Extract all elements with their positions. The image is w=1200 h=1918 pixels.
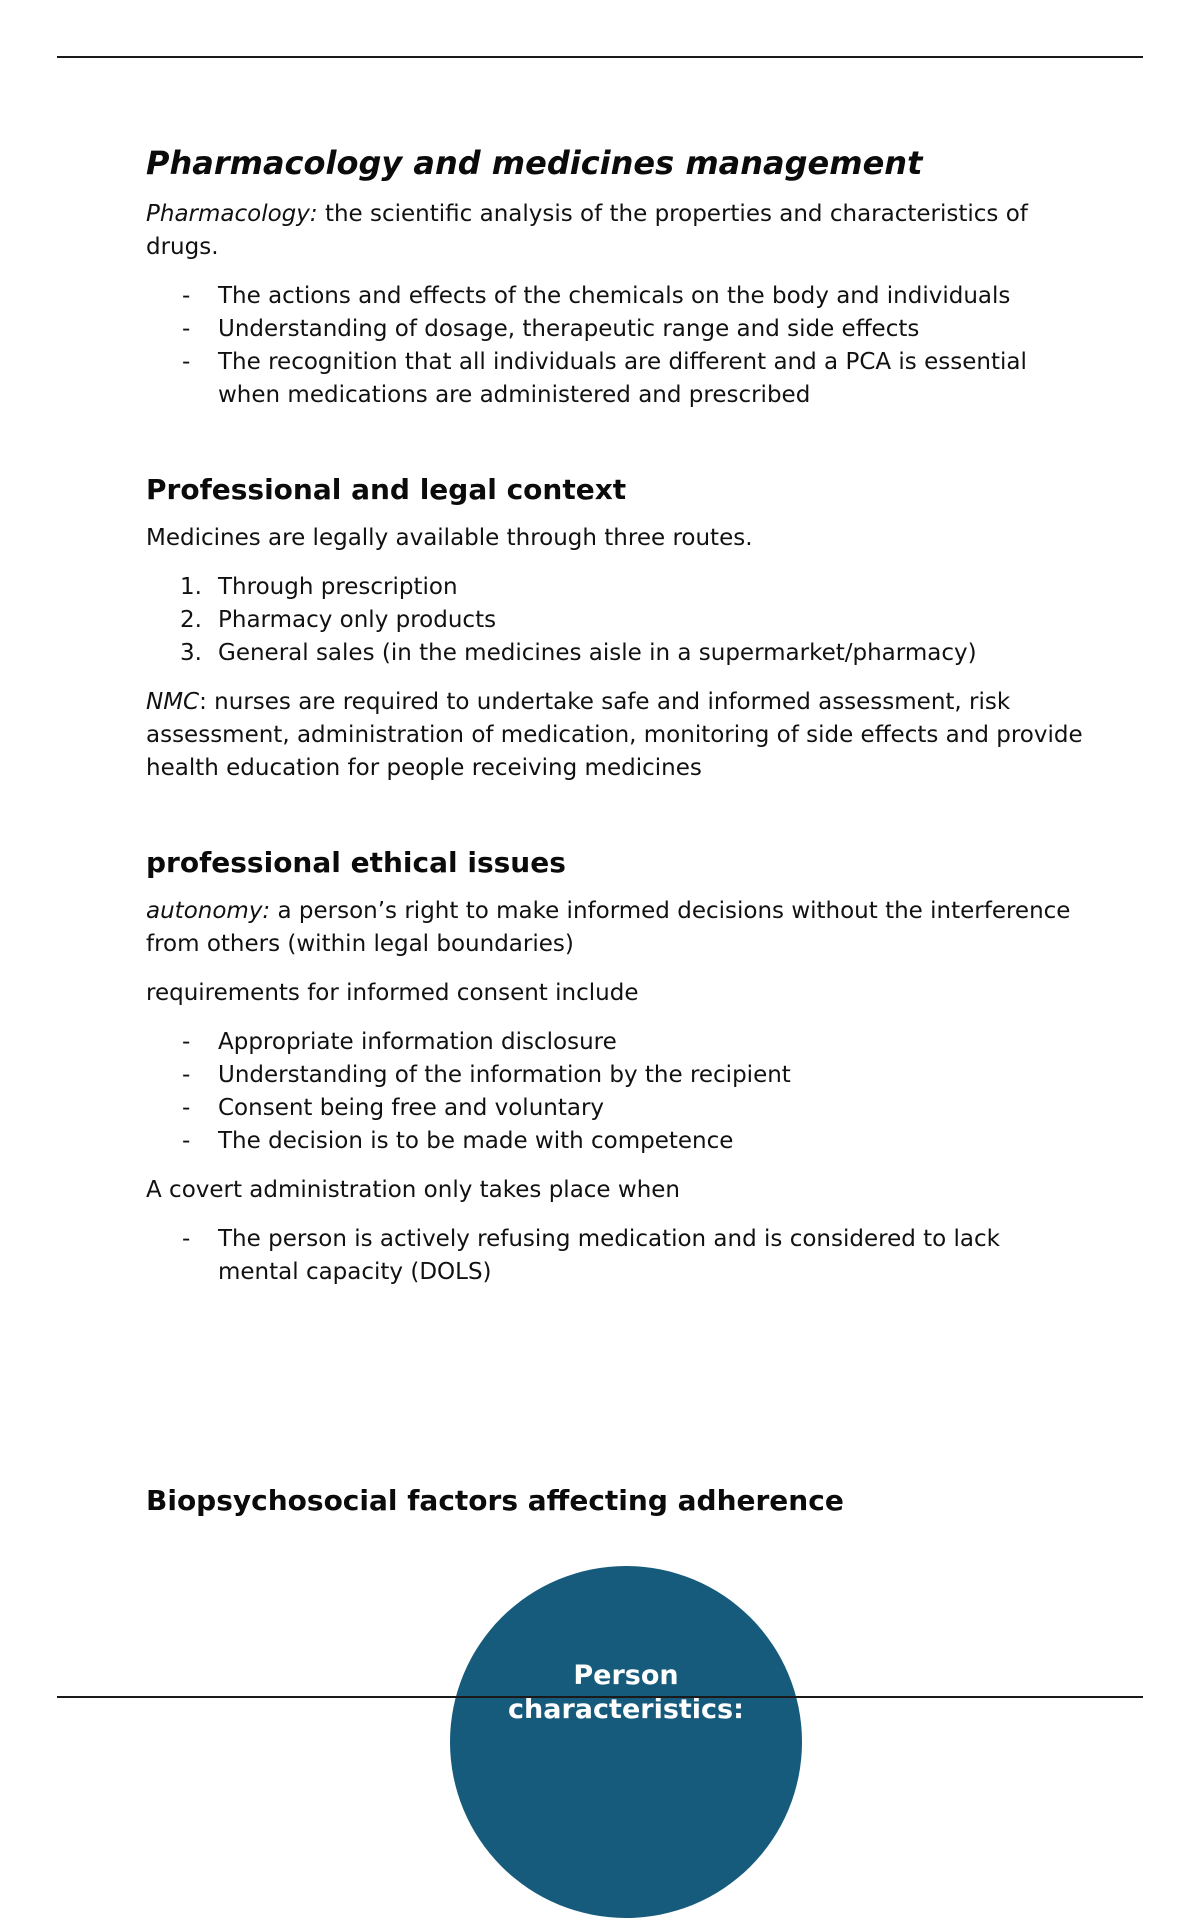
nmc-paragraph xyxy=(146,686,1086,785)
list-item-text: Consent being free and voluntary xyxy=(218,1095,605,1121)
list-item-text: The person is actively refusing medication and is considered to lack mental capacity (DOLS) xyxy=(218,1226,1000,1285)
list-item-text: Appropriate information disclosure xyxy=(218,1029,617,1055)
dash-marker: - xyxy=(182,1095,191,1121)
person-characteristics-circle xyxy=(450,1566,802,1918)
page-title: Pharmacology and medicines management xyxy=(146,144,923,182)
dash-marker: - xyxy=(182,349,191,375)
list-item xyxy=(146,313,1086,346)
list-item-text: The recognition that all individuals are different and a PCA is essential when medications are administered and prescribed xyxy=(218,349,1027,408)
pharmacology-definition xyxy=(146,198,1086,264)
pharmacology-points-list xyxy=(146,280,1086,412)
list-item-text: Understanding of dosage, therapeutic range and side effects xyxy=(218,316,920,342)
list-item xyxy=(146,1092,1086,1125)
autonomy-text: a person’s right to make informed decisions without the interference from others (within legal boundaries) xyxy=(146,898,1071,957)
autonomy-term: autonomy: xyxy=(146,898,271,924)
pharmacology-definition-text: the scientific analysis of the properties and characteristics of drugs. xyxy=(146,201,1028,260)
list-item-text: Pharmacy only products xyxy=(218,607,497,633)
dash-marker: - xyxy=(182,1062,191,1088)
list-item-text: General sales (in the medicines aisle in a supermarket/pharmacy) xyxy=(218,640,977,666)
number-marker: 3. xyxy=(180,640,202,666)
number-marker: 2. xyxy=(180,607,202,633)
list-item xyxy=(146,1223,1086,1289)
pharmacology-term: Pharmacology: xyxy=(146,201,318,227)
list-item-text: Through prescription xyxy=(218,574,458,600)
list-item xyxy=(146,604,1086,637)
nmc-text: : nurses are required to undertake safe and informed assessment, risk assessment, administration of medication, monitoring of side effects and provide health education for people receiving medicines xyxy=(146,689,1083,781)
list-item xyxy=(146,1059,1086,1092)
list-item xyxy=(146,637,1086,670)
covert-list xyxy=(146,1223,1086,1289)
list-item xyxy=(146,1125,1086,1158)
section-heading-ethical: professional ethical issues xyxy=(146,846,566,879)
header-rule xyxy=(57,56,1143,58)
autonomy-paragraph xyxy=(146,895,1086,961)
covert-intro: A covert administration only takes place when xyxy=(146,1177,681,1203)
list-item xyxy=(146,1026,1086,1059)
dash-marker: - xyxy=(182,316,191,342)
list-item-text: The actions and effects of the chemicals on the body and individuals xyxy=(218,283,1011,309)
dash-marker: - xyxy=(182,1029,191,1055)
consent-list xyxy=(146,1026,1086,1158)
circle-label-line-1: Person xyxy=(573,1660,679,1691)
list-item xyxy=(146,346,1086,412)
routes-list xyxy=(146,571,1086,670)
dash-marker: - xyxy=(182,1226,191,1252)
list-item-text: The decision is to be made with competence xyxy=(218,1128,734,1154)
nmc-term: NMC xyxy=(146,689,200,715)
document-body xyxy=(146,138,1086,1533)
dash-marker: - xyxy=(182,283,191,309)
list-item xyxy=(146,571,1086,604)
circle-label-line-2: characteristics: xyxy=(508,1694,744,1725)
list-item xyxy=(146,280,1086,313)
section-heading-professional-legal: Professional and legal context xyxy=(146,473,627,506)
routes-intro: Medicines are legally available through three routes. xyxy=(146,525,753,551)
list-item-text: Understanding of the information by the recipient xyxy=(218,1062,791,1088)
footer-rule xyxy=(57,1696,1143,1698)
section-heading-biopsychosocial: Biopsychosocial factors affecting adherence xyxy=(146,1484,844,1517)
consent-intro: requirements for informed consent include xyxy=(146,980,639,1006)
number-marker: 1. xyxy=(180,574,202,600)
dash-marker: - xyxy=(182,1128,191,1154)
